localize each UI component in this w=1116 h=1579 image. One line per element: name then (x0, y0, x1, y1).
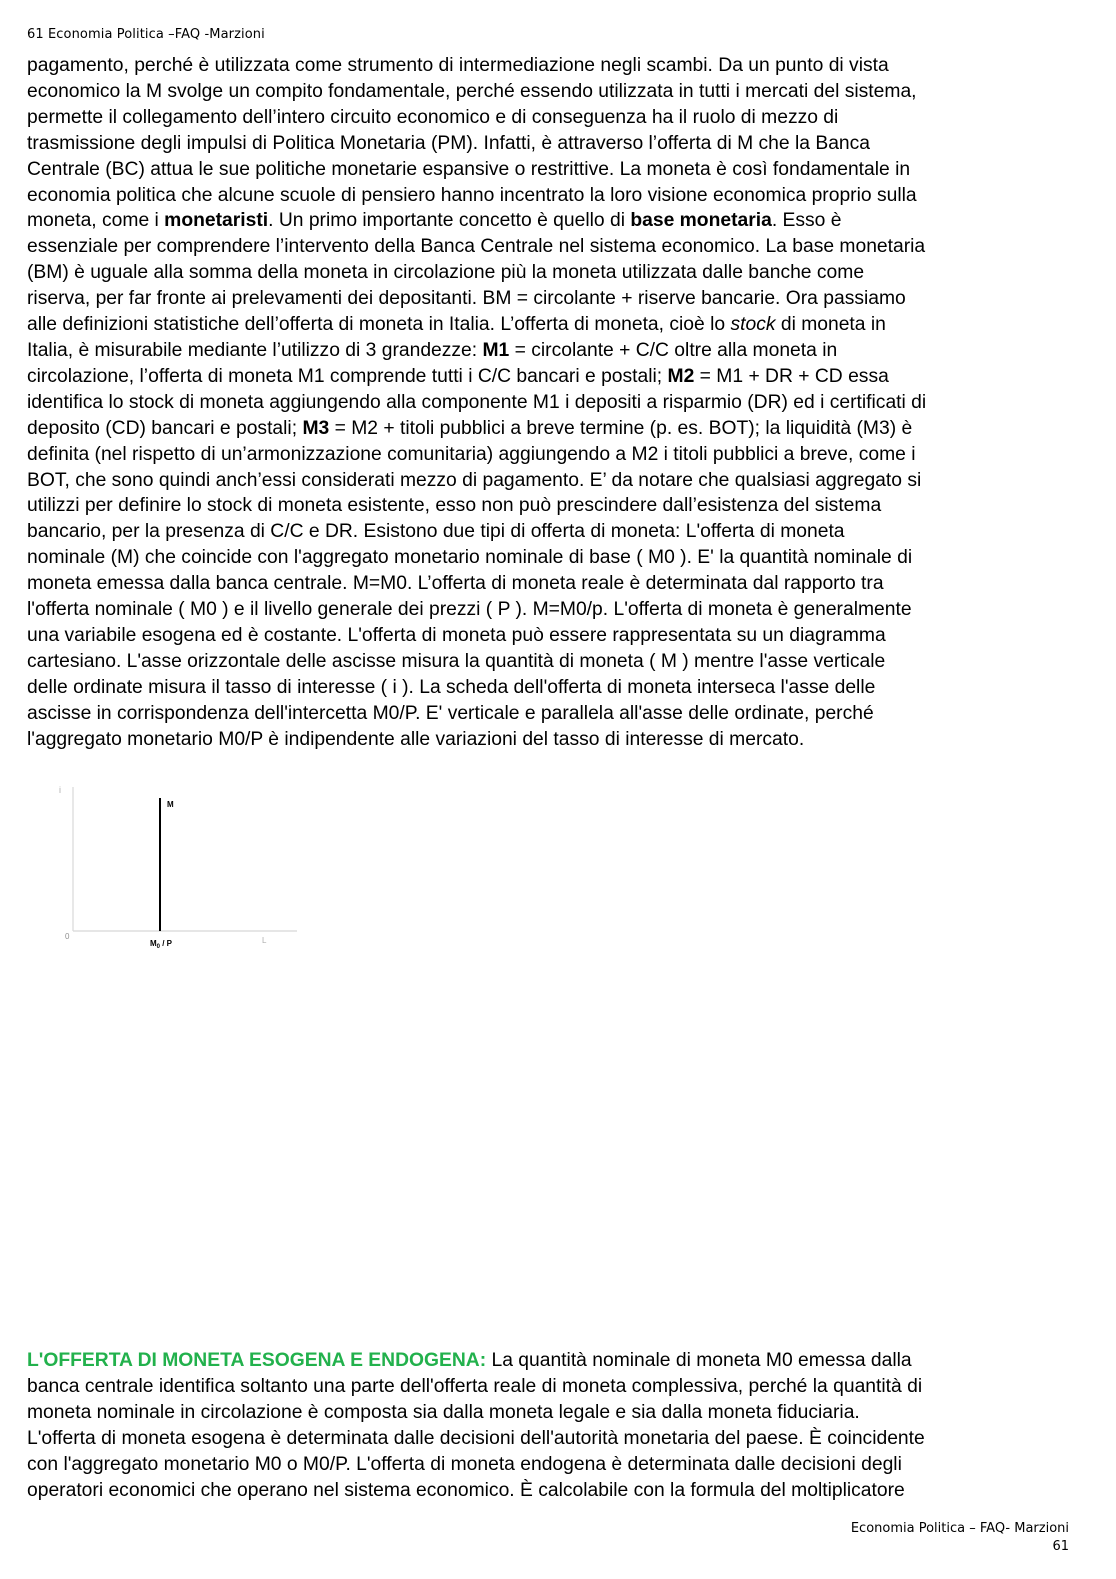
body-line (27, 312, 1077, 338)
text-run: alle definizioni statistiche dell’offerta di moneta in Italia. L’offerta di moneta, cioè lo (27, 314, 731, 336)
page-number: 61 (1052, 1539, 1069, 1554)
text-run: l'aggregato monetario M0/P è indipendente alle variazioni del tasso di interesse di mercato. (27, 728, 805, 750)
section-line: con l'aggregato monetario M0 o M0/P. L'offerta di moneta endogena è determinata dalle decisioni degli (27, 1453, 902, 1475)
section-esogena-endogena (27, 1348, 1077, 1503)
text-run: definita (nel rispetto di un’armonizzazione comunitaria) aggiungendo a M2 i titoli pubblici a breve, come i (27, 443, 916, 465)
body-line (27, 468, 1077, 494)
page-footer (851, 1520, 1069, 1556)
italic-term: stock (730, 314, 776, 336)
bold-term: monetaristi (164, 210, 269, 232)
text-run: BOT, che sono quindi anch’essi considerati mezzo di pagamento. E’ da notare che qualsiasi aggregato si (27, 469, 922, 491)
body-line (27, 649, 1077, 675)
body-line (27, 208, 1077, 234)
footer-title: Economia Politica – FAQ- Marzioni (850, 1521, 1069, 1536)
body-line (27, 675, 1077, 701)
text-run: permette il collegamento dell’intero circuito economico e di conseguenza ha il ruolo di mezzo di (27, 106, 839, 128)
text-run: deposito (CD) bancari e postali; (27, 417, 303, 439)
section-first-line (27, 1348, 1077, 1374)
money-supply-diagram (55, 775, 305, 965)
body-line (27, 286, 1077, 312)
page-header: 61 Economia Politica –FAQ -Marzioni (27, 27, 265, 42)
bold-term: M2 (667, 365, 695, 387)
section-line: La quantità nominale di moneta M0 emessa dalla (486, 1350, 912, 1371)
text-run: . Un primo importante concetto è quello di (268, 210, 631, 232)
body-line (27, 519, 1077, 545)
text-run: riserva, per far fronte ai prelevamenti dei depositanti. BM = circolante + riserve bancarie. Ora passiamo (27, 288, 906, 310)
text-run: moneta, come i (27, 210, 165, 232)
section-line: operatori economici che operano nel sistema economico. È calcolabile con la formula del moltiplicatore (27, 1479, 905, 1501)
text-run: di moneta in (775, 314, 886, 336)
text-run: identifica lo stock di moneta aggiungendo alla componente M1 i depositi a risparmio (DR) ed i certificati di (27, 391, 927, 413)
bold-term: M3 (302, 417, 330, 439)
body-line (27, 623, 1077, 649)
text-run: Italia, è misurabile mediante l’utilizzo di 3 grandezze: (27, 339, 483, 361)
origin-label: 0 (65, 932, 70, 941)
body-text (27, 53, 1077, 752)
text-run: delle ordinate misura il tasso di interesse ( i ). La scheda dell'offerta di moneta interseca l'asse delle (27, 676, 876, 698)
text-run: = circolante + C/C oltre alla moneta in (509, 339, 838, 361)
text-run: essenziale per comprendere l’intervento della Banca Centrale nel sistema economico. La base monetaria (27, 236, 926, 258)
body-line (27, 105, 1077, 131)
body-line (27, 79, 1077, 105)
body-line (27, 183, 1077, 209)
body-line (27, 338, 1077, 364)
body-line (27, 131, 1077, 157)
text-run: Centrale (BC) attua le sue politiche monetarie espansive o restrittive. La moneta è così fondamentale in (27, 158, 911, 180)
section-line: moneta nominale in circolazione è composta sia dalla moneta legale e sia dalla moneta fiduciaria. (27, 1401, 860, 1423)
body-line (27, 442, 1077, 468)
text-run: = M1 + DR + CD essa (694, 365, 889, 387)
body-line (27, 390, 1077, 416)
text-run: (BM) è uguale alla somma della moneta in circolazione più la moneta utilizzata dalle banche come (27, 262, 865, 284)
section-line: L'offerta di moneta esogena è determinata dalle decisioni dell'autorità monetaria del paese. È coincidente (27, 1427, 925, 1449)
body-line (27, 701, 1077, 727)
text-run: pagamento, perché è utilizzata come strumento di intermediazione negli scambi. Da un punto di vista (27, 55, 889, 76)
y-axis-label: i (59, 785, 61, 795)
text-run: circolazione, l’offerta di moneta M1 comprende tutti i C/C bancari e postali; (27, 365, 668, 387)
bold-term: base monetaria (630, 210, 772, 232)
body-line (27, 727, 1077, 753)
text-run: ascisse in corrispondenza dell'intercetta M0/P. E' verticale e parallela all'asse delle ordinate, perché (27, 702, 874, 724)
body-line (27, 493, 1077, 519)
text-run: . Esso è (771, 210, 842, 232)
text-run: l'offerta nominale ( M0 ) e il livello generale dei prezzi ( P ). M=M0/p. L'offerta di moneta è generalmente (27, 599, 912, 621)
body-line (27, 157, 1077, 183)
section-line: banca centrale identifica soltanto una parte dell'offerta reale di moneta complessiva, perché la quantità di (27, 1375, 923, 1397)
body-line (27, 597, 1077, 623)
text-run: trasmissione degli impulsi di Politica Monetaria (PM). Infatti, è attraverso l’offerta di M che la Banca (27, 132, 871, 154)
body-line (27, 571, 1077, 597)
text-run: economia politica che alcune scuole di pensiero hanno incentrato la loro visione economica proprio sulla (27, 184, 917, 206)
body-line (27, 234, 1077, 260)
text-run: bancario, per la presenza di C/C e DR. Esistono due tipi di offerta di moneta: L'offerta di moneta (27, 521, 845, 543)
body-line (27, 53, 1077, 79)
body-line (27, 364, 1077, 390)
body-line (27, 416, 1077, 442)
body-line (27, 260, 1077, 286)
section-heading: L'OFFERTA DI MONETA ESOGENA E ENDOGENA: (27, 1350, 487, 1371)
text-run: una variabile esogena ed è costante. L'offerta di moneta può essere rappresentata su un diagramma (27, 624, 886, 646)
text-run: nominale (M) che coincide con l'aggregato monetario nominale di base ( M0 ). E' la quantità nominale di (27, 547, 913, 569)
body-line (27, 545, 1077, 571)
x-axis-label: L (262, 936, 267, 945)
text-run: = M2 + titoli pubblici a breve termine (p. es. BOT); la liquidità (M3) è (329, 417, 913, 439)
text-run: cartesiano. L'asse orizzontale delle ascisse misura la quantità di moneta ( M ) mentre l'asse verticale (27, 650, 886, 672)
curve-label: M (167, 800, 174, 809)
text-run: utilizzi per definire lo stock di moneta esistente, esso non può prescindere dall’esistenza del sistema (27, 495, 882, 517)
text-run: economico la M svolge un compito fondamentale, perché essendo utilizzata in tutti i mercati del sistema, (27, 80, 917, 102)
intercept-label: $M_0$ / P (150, 939, 173, 950)
text-run: moneta emessa dalla banca centrale. M=M0. L’offerta di moneta reale è determinata dal rapporto tra (27, 573, 884, 595)
bold-term: M1 (482, 339, 510, 361)
